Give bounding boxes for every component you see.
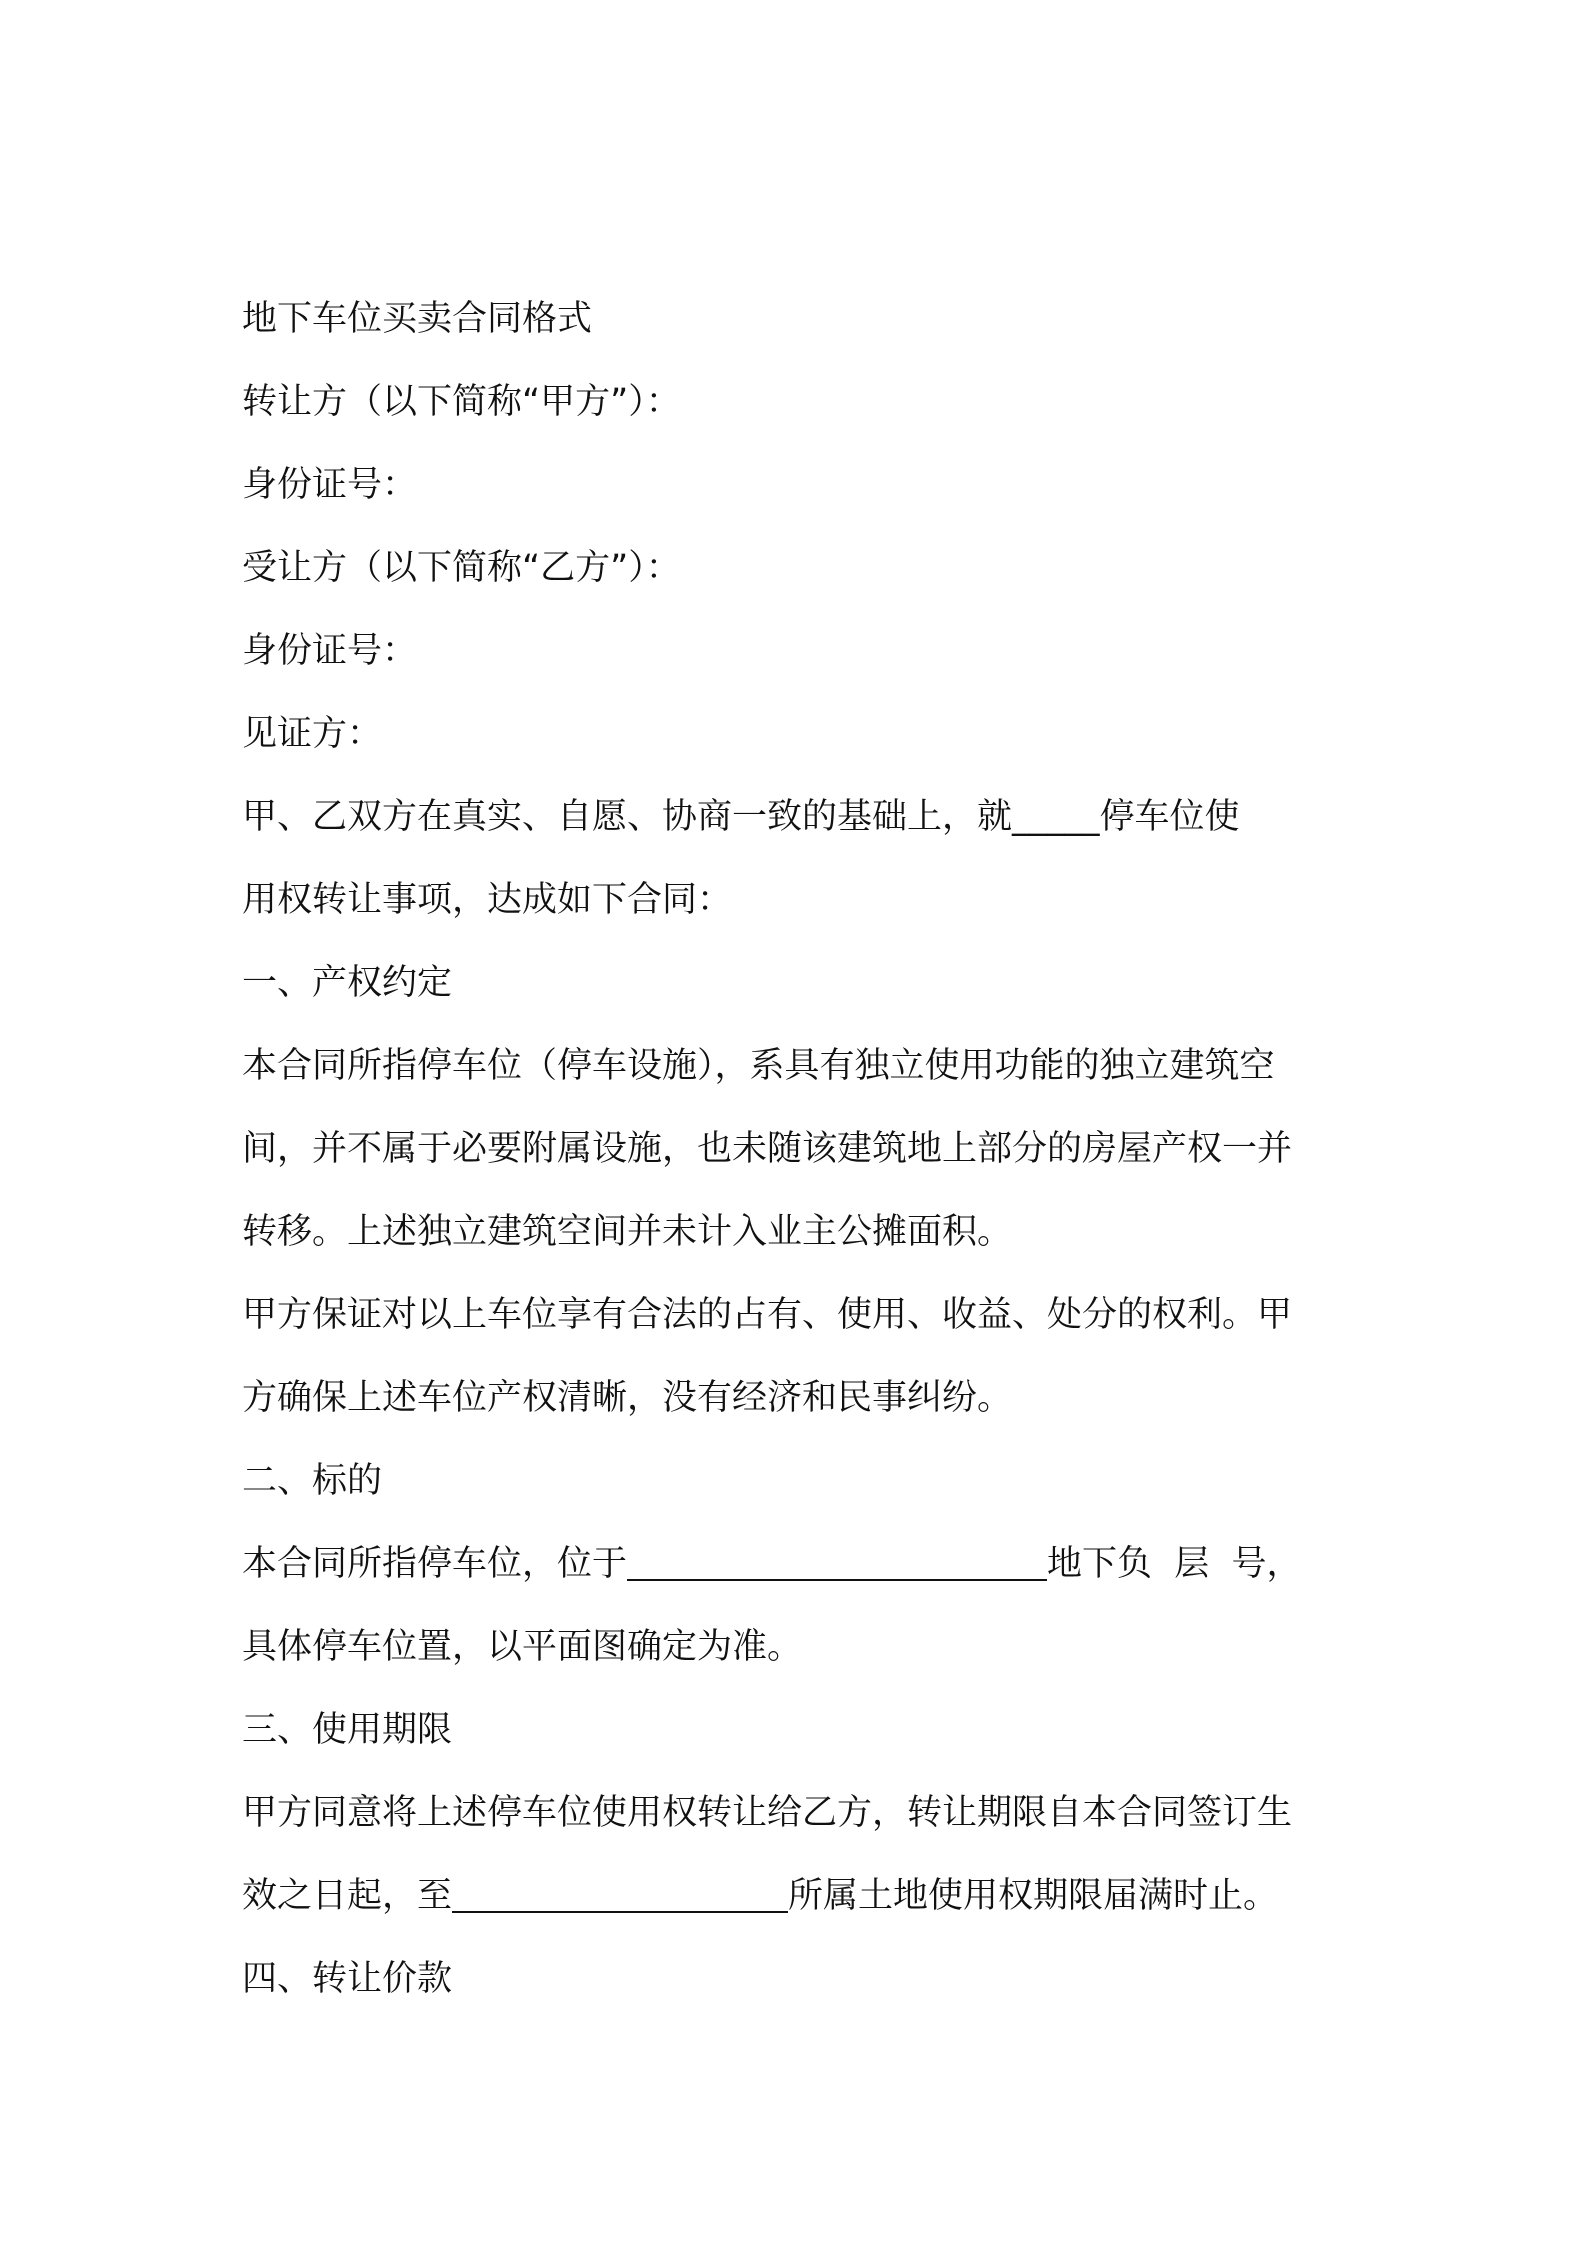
preamble-text-before: 甲、乙双方在真实、自愿、协商一致的基础上，就: [242, 797, 1013, 837]
preamble-text-after: 停车位使: [1099, 797, 1240, 837]
section-1-para-2-line-2: 方确保上述车位产权清晰，没有经济和民事纠纷。: [242, 1378, 1013, 1418]
section-3-line-1: 甲方同意将上述停车位使用权转让给乙方，转让期限自本合同签订生: [242, 1793, 1293, 1833]
location-text-before: 本合同所指停车位，位于: [242, 1544, 628, 1584]
transferor-field: 转让方（以下简称“甲方”）：: [242, 382, 681, 422]
section-1-para-1-line-3: 转移。上述独立建筑空间并未计入业主公摊面积。: [242, 1212, 1013, 1252]
section-2-line-1: [242, 1523, 1362, 1606]
preamble-blank: _____: [1012, 797, 1100, 837]
section-1-para-1-line-1: 本合同所指停车位（停车设施），系具有独立使用功能的独立建筑空: [242, 1046, 1275, 1086]
transferor-id-field: 身份证号：: [242, 465, 418, 505]
section-3-heading: 三、使用期限: [242, 1710, 453, 1750]
term-end-blank: [452, 1875, 788, 1913]
section-1-heading: 一、产权约定: [242, 963, 453, 1003]
section-2-heading: 二、标的: [242, 1461, 383, 1501]
section-1-para-2-line-1: 甲方保证对以上车位享有合法的占有、使用、收益、处分的权利。甲: [242, 1295, 1293, 1335]
location-text-after: 地下负 层 号，: [1047, 1544, 1302, 1584]
location-blank: [627, 1543, 1047, 1581]
contract-body: [242, 278, 1362, 2021]
preamble-line-2: 用权转让事项，达成如下合同：: [242, 880, 733, 920]
document-title: 地下车位买卖合同格式: [242, 299, 593, 339]
section-4-heading: 四、转让价款: [242, 1959, 453, 1999]
witness-field: 见证方：: [242, 714, 383, 754]
term-text-before: 效之日起，至: [242, 1876, 453, 1916]
term-text-after: 所属土地使用权期限届满时止。: [788, 1876, 1279, 1916]
section-3-line-2: [242, 1855, 1362, 1938]
transferee-field: 受让方（以下简称“乙方”）：: [242, 548, 681, 588]
section-2-line-2: 具体停车位置，以平面图确定为准。: [242, 1627, 803, 1667]
transferee-id-field: 身份证号：: [242, 631, 418, 671]
preamble-line-1: [242, 776, 1362, 859]
section-1-para-1-line-2: 间，并不属于必要附属设施，也未随该建筑地上部分的房屋产权一并: [242, 1129, 1293, 1169]
